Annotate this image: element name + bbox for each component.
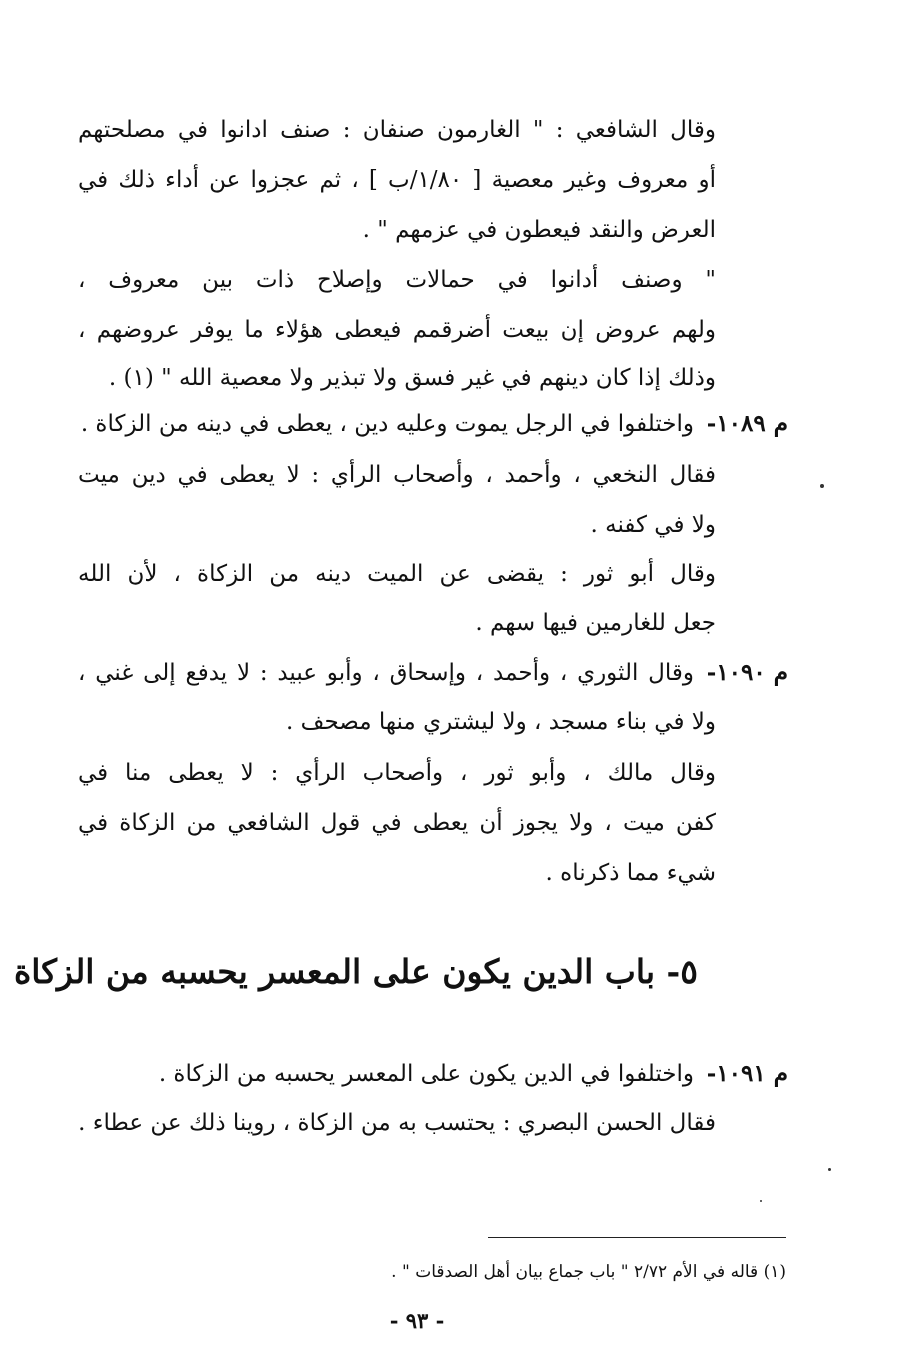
text-line: ولا في بناء مسجد ، ولا ليشتري منها مصحف . — [286, 709, 716, 735]
text-line: العرض والنقد فيعطون في عزمهم " . — [362, 217, 716, 243]
text-line: كفن ميت ، ولا يجوز أن يعطى في قول الشافعي من الزكاة في — [78, 810, 716, 836]
footnote: (١) قاله في الأم ٢/٧٢ " باب جماع بيان أهل الصدقات " . — [391, 1262, 786, 1282]
text-line: ولهم عروض إن بيعت أضرقمم فيعطى هؤلاء ما يوفر عروضهم ، — [78, 317, 716, 343]
scan-speck — [820, 484, 824, 488]
entry-number: م ١٠٨٩- — [706, 410, 788, 437]
scan-speck — [828, 1168, 831, 1171]
text-line: فقال الحسن البصري : يحتسب به من الزكاة ، روينا ذلك عن عطاء . — [78, 1110, 716, 1136]
text-line: ولا في كفنه . — [590, 512, 716, 538]
text-line: " وصنف أدانوا في حمالات وإصلاح ذات بين معروف ، — [78, 267, 716, 293]
text-line: وقال أبو ثور : يقضى عن الميت دينه من الزكاة ، لأن الله — [78, 561, 716, 587]
text-line: وقال الشافعي : " الغارمون صنفان : صنف ادانوا في مصلحتهم — [78, 117, 716, 143]
text-line: وذلك إذا كان دينهم في غير فسق ولا تبذير ولا معصية الله " (١) . — [108, 365, 716, 391]
text-line: واختلفوا في الرجل يموت وعليه دين ، يعطى في دينه من الزكاة . — [80, 411, 694, 437]
page-number: - ٩٣ - — [389, 1308, 445, 1333]
text-line: واختلفوا في الدين يكون على المعسر يحسبه من الزكاة . — [158, 1061, 694, 1087]
text-line: جعل للغارمين فيها سهم . — [475, 610, 716, 636]
text-line: وقال مالك ، وأبو ثور ، وأصحاب الرأي : لا يعطى منا في — [78, 760, 716, 786]
footnote-rule — [488, 1237, 786, 1238]
text-line: وقال الثوري ، وأحمد ، وإسحاق ، وأبو عبيد : لا يدفع إلى غني ، — [78, 660, 694, 686]
text-line: شيء مما ذكرناه . — [545, 860, 716, 886]
text-line: فقال النخعي ، وأحمد ، وأصحاب الرأي : لا يعطى في دين ميت — [78, 462, 716, 488]
section-heading: ٥- باب الدين يكون على المعسر يحسبه من الزكاة — [13, 952, 698, 991]
text-line: أو معروف وغير معصية [ ١/٨٠/ب ] ، ثم عجزوا عن أداء ذلك في — [78, 167, 717, 193]
scan-speck — [760, 1200, 762, 1202]
entry-number: م ١٠٩١- — [706, 1060, 788, 1087]
entry-number: م ١٠٩٠- — [706, 659, 788, 686]
